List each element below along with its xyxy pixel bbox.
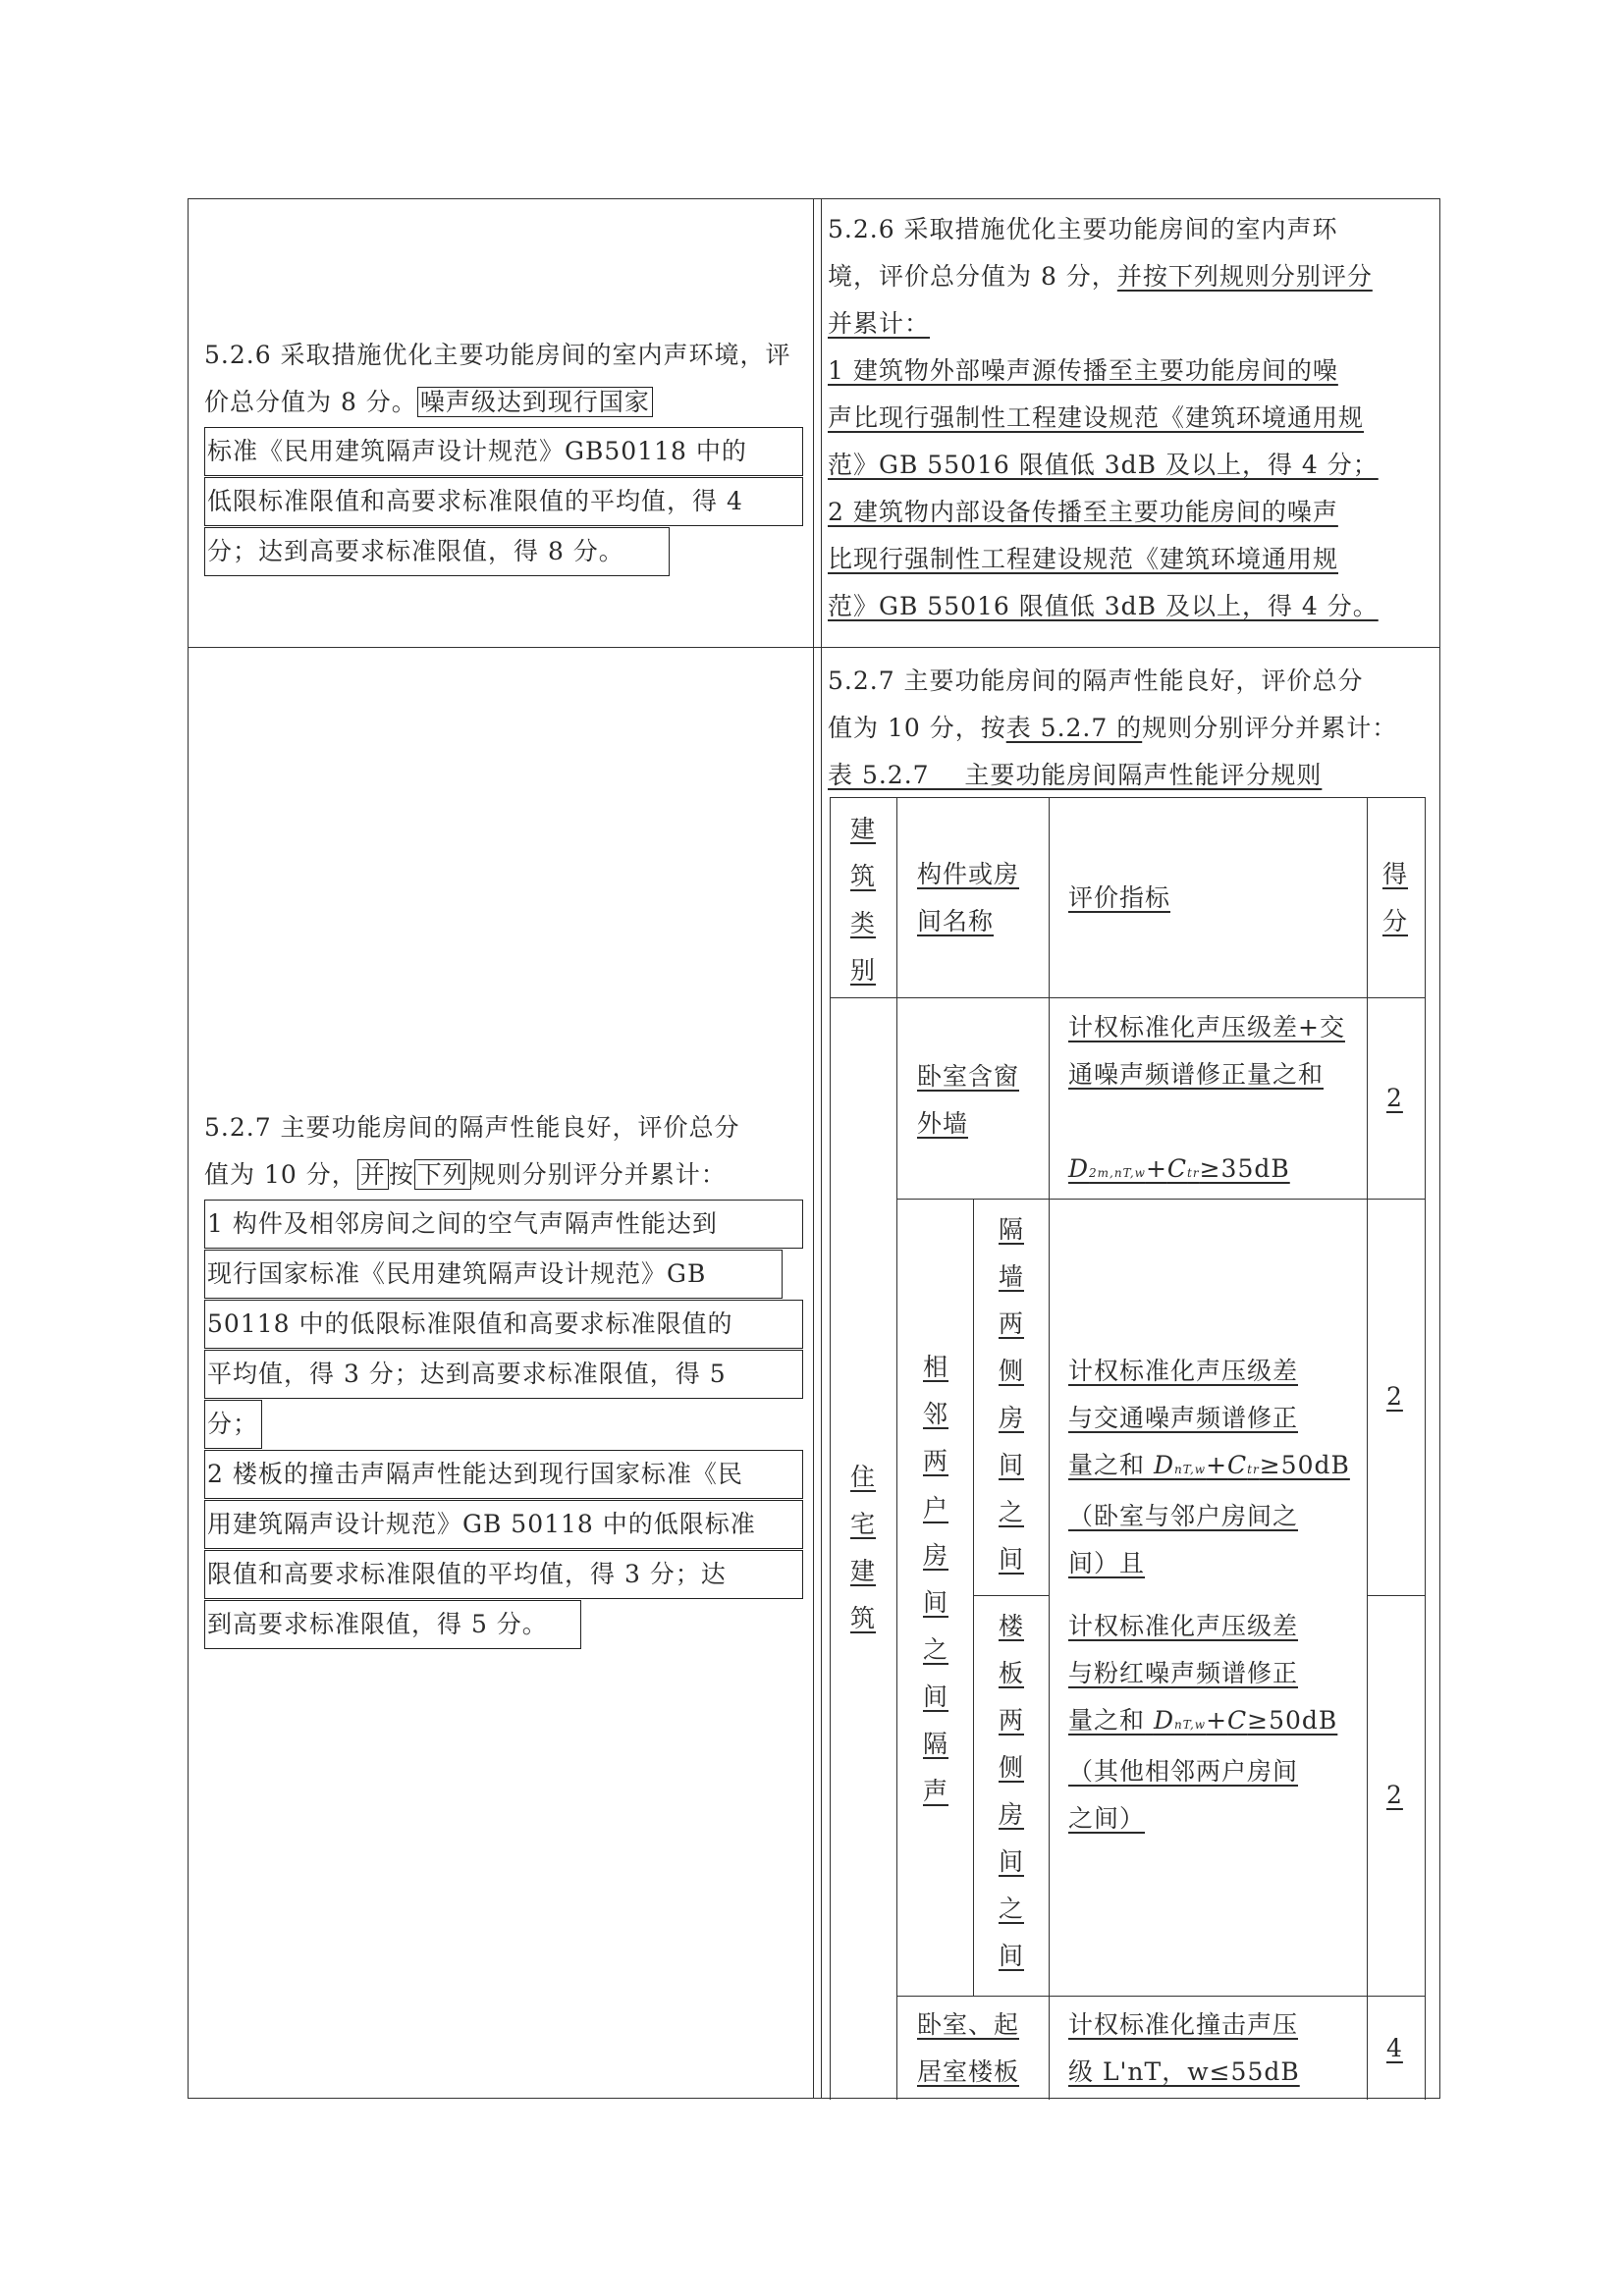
- left-527-boxed-1: 1 构件及相邻房间之间的空气声隔声性能达到: [204, 1200, 803, 1249]
- formula-c: C: [1166, 1154, 1188, 1183]
- wall-score: 2: [1386, 1382, 1403, 1411]
- wall-ind-l3a: 量之和: [1068, 1451, 1146, 1479]
- right-526-item-6: 范》GB 55016 限值低 3dB 及以上，得 4 分。: [828, 592, 1379, 620]
- header-score: 得分: [1381, 860, 1408, 935]
- grid-line: [973, 1199, 974, 1996]
- floor-ind-l2: 与粉红噪声频谱修正: [1068, 1659, 1299, 1687]
- right-526-l2b: 并按下列规则分别评分: [1116, 262, 1373, 291]
- floor-ind-l4: （其他相邻两户房间: [1068, 1757, 1299, 1786]
- formula-d: D: [1068, 1154, 1090, 1183]
- grid-line: [896, 798, 897, 2100]
- left-clause-5-2-6: [204, 332, 803, 576]
- header-building-type: 建筑类别: [849, 815, 876, 985]
- right-527-l2: [828, 705, 1429, 752]
- left-527-boxed-8: 限值和高要求标准限值的平均值，得 3 分；达: [204, 1550, 803, 1599]
- right-527-l2b: 表 5.2.7 的: [1005, 714, 1143, 742]
- scoring-rules-table: [830, 797, 1426, 2100]
- row-divider: [188, 647, 1440, 648]
- grid-line: [896, 1199, 1425, 1200]
- wall-formula-csub: tr: [1247, 1463, 1260, 1476]
- left-clause-5-2-7: [204, 1104, 803, 1649]
- left-527-boxed-9: 到高要求标准限值，得 5 分。: [204, 1600, 581, 1649]
- left-527-boxed-6: 2 楼板的撞击声隔声性能达到现行国家标准《民: [204, 1450, 803, 1499]
- grid-line: [973, 1595, 1049, 1596]
- floor-formula-c: C: [1227, 1706, 1248, 1735]
- column-divider: [813, 198, 814, 2099]
- left-527-line2: [204, 1151, 803, 1199]
- last-indicator: [1068, 2002, 1358, 2096]
- left-527-boxed-7: 用建筑隔声设计规范》GB 50118 中的低限标准: [204, 1500, 803, 1549]
- column-divider-inner: [821, 198, 822, 2099]
- grid-line: [831, 997, 1425, 998]
- left-527-l2d: 下列: [414, 1159, 471, 1190]
- right-clause-5-2-6: [828, 206, 1429, 630]
- left-527-l2e: 规则分别评分并累计：: [470, 1160, 727, 1189]
- wall-ind-l5: 间）且: [1068, 1549, 1146, 1577]
- right-526-item-4: 2 建筑物内部设备传播至主要功能房间的噪声: [828, 498, 1338, 526]
- floor-ind-l1: 计权标准化声压级差: [1068, 1612, 1299, 1640]
- grid-line: [1049, 798, 1050, 2100]
- last-comp-l2: 居室楼板: [917, 2057, 1020, 2086]
- group-label: 相邻两户房间之间隔声: [922, 1353, 948, 1805]
- floor-formula-plus: +: [1206, 1706, 1228, 1735]
- right-526-l2a: 境，评价总分值为 8 分，: [828, 262, 1117, 291]
- left-526-text: 5.2.6 采取措施优化主要功能房间的室内声环境，评价总分值为 8 分。: [204, 341, 791, 416]
- wall-formula-rhs: ≥50dB: [1259, 1451, 1350, 1479]
- floor-score: 2: [1386, 1781, 1403, 1809]
- left-527-boxed-5: 分；: [204, 1400, 262, 1449]
- floor-label: 楼板两侧房间之间: [998, 1612, 1024, 1970]
- left-526-boxed-2: 标准《民用建筑隔声设计规范》GB50118 中的: [204, 427, 803, 476]
- right-526-item-2: 声比现行强制性工程建设规范《建筑环境通用规: [828, 403, 1365, 432]
- right-526-item-5: 比现行强制性工程建设规范《建筑环境通用规: [828, 545, 1339, 573]
- left-526-boxed-4: 分；达到高要求标准限值，得 8 分。: [204, 527, 670, 576]
- floor-ind-l3: [1068, 1697, 1358, 1748]
- formula-plus: +: [1145, 1154, 1167, 1183]
- left-527-l2b: 并: [357, 1159, 389, 1190]
- left-526-boxed-3: 低限标准限值和高要求标准限值的平均值，得 4: [204, 477, 803, 526]
- grid-line: [1367, 798, 1368, 2100]
- floor-indicator: [1068, 1603, 1358, 1842]
- left-527-boxed-2: 现行国家标准《民用建筑隔声设计规范》GB: [204, 1250, 783, 1299]
- wall-formula-plus: +: [1206, 1451, 1228, 1479]
- row1-indicator: 计权标准化声压级差+交通噪声频谱修正量之和: [1068, 1013, 1345, 1089]
- row1-formula: [1068, 1146, 1358, 1197]
- wall-indicator: [1068, 1348, 1358, 1587]
- right-526-item-3: 范》GB 55016 限值低 3dB 及以上，得 4 分；: [828, 451, 1379, 479]
- last-score: 4: [1386, 2034, 1403, 2062]
- grid-line: [1367, 1595, 1425, 1596]
- right-clause-5-2-7: [828, 658, 1429, 799]
- wall-label: 隔墙两侧房间之间: [998, 1215, 1024, 1574]
- left-527-boxed-3: 50118 中的低限标准限值和高要求标准限值的: [204, 1300, 803, 1349]
- wall-ind-l3: [1068, 1442, 1358, 1493]
- wall-formula-c: C: [1227, 1451, 1248, 1479]
- left-527-l2a: 值为 10 分，: [204, 1160, 357, 1189]
- row1-component: 卧室含窗外墙: [917, 1062, 1020, 1138]
- right-526-l2: [828, 253, 1429, 300]
- header-indicator: 评价指标: [1068, 883, 1171, 912]
- row1-score: 2: [1386, 1084, 1403, 1112]
- right-527-l2c: 规则分别评分并累计：: [1142, 714, 1398, 742]
- left-527-boxed-4: 平均值，得 3 分；达到高要求标准限值，得 5: [204, 1350, 803, 1399]
- right-526-l1: 5.2.6 采取措施优化主要功能房间的室内声环: [828, 215, 1338, 243]
- last-ind-l2: 级 L'nT，w≤55dB: [1068, 2057, 1300, 2086]
- left-527-line1: 5.2.7 主要功能房间的隔声性能良好，评价总分: [204, 1113, 740, 1142]
- left-526-boxed-1: 噪声级达到现行国家: [417, 387, 653, 417]
- floor-ind-l5: 之间）: [1068, 1804, 1146, 1833]
- right-527-l2a: 值为 10 分，按: [828, 714, 1006, 742]
- building-type-label: 住宅建筑: [849, 1463, 876, 1632]
- floor-formula-sub: nT,w: [1174, 1718, 1207, 1732]
- header-component: 构件或房间名称: [917, 860, 1020, 935]
- right-526-item-1: 1 建筑物外部噪声源传播至主要功能房间的噪: [828, 356, 1338, 385]
- floor-formula-d: D: [1153, 1706, 1175, 1735]
- wall-ind-l2: 与交通噪声频谱修正: [1068, 1404, 1299, 1432]
- formula-csub: tr: [1187, 1166, 1200, 1180]
- left-527-l2c: 按: [388, 1160, 414, 1189]
- wall-ind-l4: （卧室与邻户房间之: [1068, 1502, 1299, 1530]
- right-526-l3: 并累计：: [828, 309, 931, 338]
- grid-line: [896, 1996, 1425, 1997]
- right-527-l1: 5.2.7 主要功能房间的隔声性能良好，评价总分: [828, 667, 1364, 695]
- floor-ind-l3a: 量之和: [1068, 1706, 1146, 1735]
- wall-formula-d: D: [1153, 1451, 1175, 1479]
- table-caption: 表 5.2.7 主要功能房间隔声性能评分规则: [828, 761, 1323, 789]
- last-component: [917, 2002, 1045, 2096]
- last-ind-l1: 计权标准化撞击声压: [1068, 2010, 1299, 2039]
- formula-rhs: ≥35dB: [1199, 1154, 1290, 1183]
- floor-formula-rhs: ≥50dB: [1247, 1706, 1338, 1735]
- last-comp-l1: 卧室、起: [917, 2010, 1020, 2039]
- wall-formula-sub: nT,w: [1174, 1463, 1207, 1476]
- formula-sub: 2m,nT,w: [1089, 1166, 1146, 1180]
- wall-ind-l1: 计权标准化声压级差: [1068, 1357, 1299, 1385]
